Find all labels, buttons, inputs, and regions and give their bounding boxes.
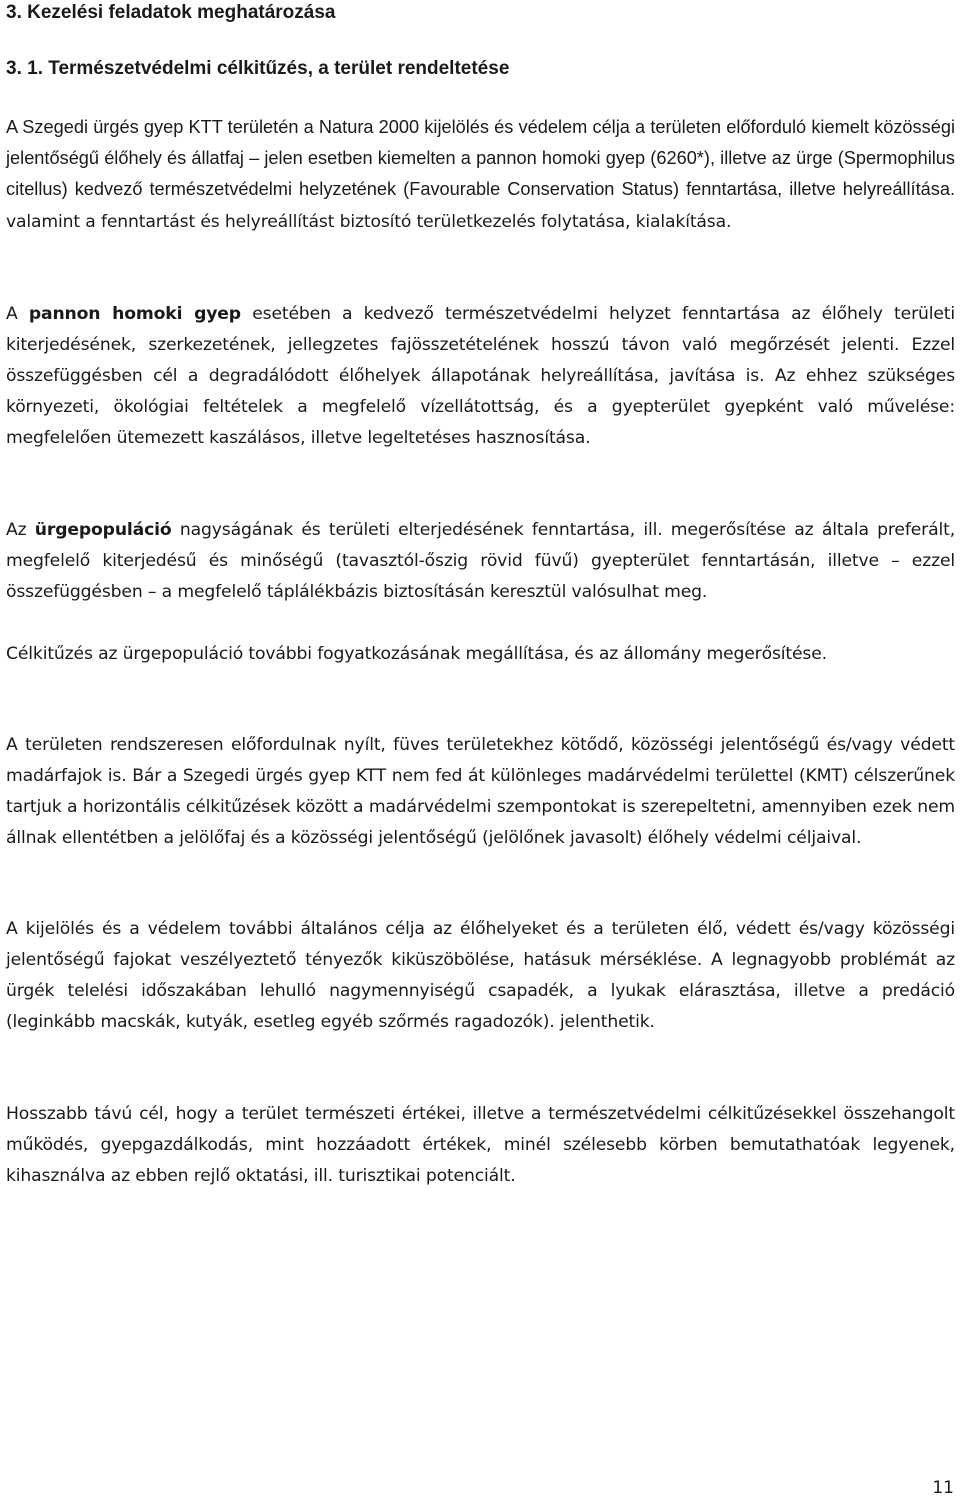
subsection-heading: 3. 1. Természetvédelmi célkitűzés, a terület rendeltetése	[6, 58, 510, 79]
paragraph-pannon-grassland	[6, 299, 955, 454]
section-heading: 3. Kezelési feladatok meghatározása	[6, 2, 336, 23]
paragraph-squirrel-bold: ürgepopuláció	[34, 520, 172, 540]
paragraph-natura-goal	[6, 112, 955, 238]
paragraph-goal-statement: Célkitűzés az ürgepopuláció további fogyatkozásának megállítása, és az állomány megerősítése.	[6, 644, 827, 664]
paragraph-squirrel-post: nagyságának és területi elterjedésének fenntartása, ill. megerősítése az általa preferált, megfelelő kiterjedésű és minőségű (tavasztól-őszig rövid füvű) gyepterület fenntartásán, illetve – ezzel összefüggésben – a megfelelő táplálékbázis biztosításán keresztül valósulhat meg.	[6, 520, 956, 602]
paragraph-pannon-bold: pannon homoki gyep	[28, 304, 241, 324]
paragraph-ground-squirrel	[6, 515, 955, 608]
page-number: 11	[932, 1478, 954, 1498]
paragraph-long-term-goal: Hosszabb távú cél, hogy a terület természeti értékei, illetve a természetvédelmi célkitűzésekkel összehangolt működés, gyepgazdálkodás, mint hozzáadott értékek, minél szélesebb körben bemutathatóak legyenek, kihasználva az ebben rejlő oktatási, ill. turisztikai potenciált.	[6, 1104, 955, 1186]
paragraph-natura-goal-continuation: valamint a fenntartást és helyreállítást biztosító területkezelés folytatása, kialakítása.	[6, 212, 732, 232]
paragraph-squirrel-pre: Az	[6, 520, 35, 540]
paragraph-bird-species: A területen rendszeresen előfordulnak nyílt, füves területekhez kötődő, közösségi jelentőségű és/vagy védett madárfajok is. Bár a Szegedi ürgés gyep KTT nem fed át különleges madárvédelmi területtel (KMT) célszerűnek tartjuk a horizontális célkitűzések között a madárvédelmi szempontokat is szerepeltetni, amennyiben ezek nem állnak ellentétben a jelölőfaj és a közösségi jelentőségű (jelölőnek javasolt) élőhely védelmi céljaival.	[6, 735, 955, 848]
paragraph-pannon-post: esetében a kedvező természetvédelmi helyzet fenntartása az élőhely területi kiterjedésének, szerkezetének, jellegzetes fajösszetételének hosszú távon való megőrzését jelenti. Ezzel összefüggésben cél a degradálódott élőhelyek állapotának helyreállítása, javítása is. Az ehhez szükséges környezeti, ökológiai feltételek a megfelelő vízellátottság, és a gyepterület gyepként való művelése: megfelelően ütemezett kaszálásos, illetve legeltetéses hasznosítása.	[6, 304, 955, 448]
paragraph-threats: A kijelölés és a védelem további általános célja az élőhelyeket és a területen élő, védett és/vagy közösségi jelentőségű fajokat veszélyeztető tényezők kiküszöbölése, hatásuk mérséklése. A legnagyobb problémát az ürgék telelési időszakában lehulló nagymennyiségű csapadék, a lyukak elárasztása, illetve a predáció (leginkább macskák, kutyák, esetleg egyéb szőrmés ragadozók). jelenthetik.	[6, 919, 955, 1032]
paragraph-natura-goal-text: A Szegedi ürgés gyep KTT területén a Natura 2000 kijelölés és védelem célja a területen előforduló kiemelt közösségi jelentőségű élőhely és állatfaj – jelen esetben kiemelten a pannon homoki gyep (6260*), illetve az ürge (Spermophilus citellus) kedvező természetvédelmi helyzetének (Favourable Conservation Status) fenntartása, illetve helyreállítása.	[6, 117, 955, 199]
paragraph-pannon-pre: A	[6, 304, 29, 324]
